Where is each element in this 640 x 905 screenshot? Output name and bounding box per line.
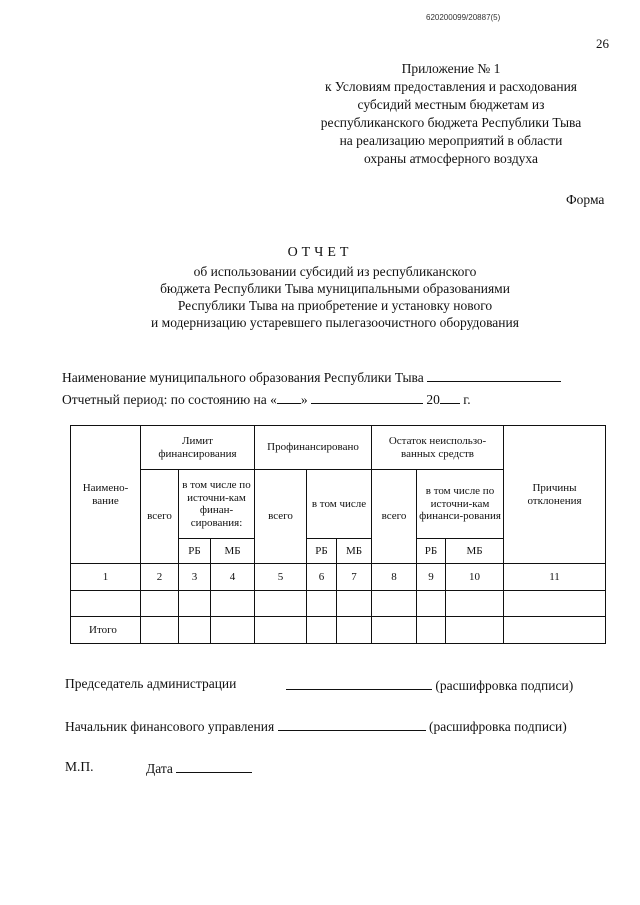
- page-number: 26: [596, 36, 609, 51]
- table-cell[interactable]: [255, 591, 307, 617]
- subtitle-line: и модернизацию устаревшего пылегазоочистного оборудования: [151, 315, 519, 330]
- form-label: Форма: [566, 192, 605, 207]
- finance-head-label: Начальник финансового управления: [65, 719, 275, 734]
- table-cell[interactable]: [446, 617, 504, 644]
- table-cell[interactable]: [211, 617, 255, 644]
- table-cell[interactable]: [211, 591, 255, 617]
- subtitle-line: бюджета Республики Тыва муниципальными образованиями: [160, 281, 510, 296]
- column-number-row: [71, 564, 606, 591]
- period-year-prefix: 20: [426, 392, 440, 407]
- stamp-date-line: [65, 759, 94, 775]
- period-quote-close: »: [300, 392, 308, 407]
- document-id: 620200099/20887(5): [426, 13, 501, 22]
- table-cell[interactable]: [417, 591, 446, 617]
- column-number: 11: [504, 564, 606, 591]
- date-label: Дата: [146, 761, 173, 776]
- date-blank[interactable]: [176, 759, 252, 773]
- appendix-line: на реализацию мероприятий в области: [339, 133, 563, 148]
- period-field: [62, 390, 471, 408]
- column-number: 3: [179, 564, 211, 591]
- municipality-field: [62, 368, 561, 386]
- table-row: [71, 591, 606, 617]
- column-number: 10: [446, 564, 504, 591]
- limit-including-header: в том числе по источни-кам финан-сирования:: [179, 470, 255, 539]
- table-cell[interactable]: [71, 591, 141, 617]
- table-cell[interactable]: [446, 591, 504, 617]
- appendix-line: охраны атмосферного воздуха: [364, 151, 538, 166]
- column-number: 7: [337, 564, 372, 591]
- table-cell[interactable]: [337, 591, 372, 617]
- appendix-line: республиканского бюджета Республики Тыва: [320, 115, 582, 130]
- report-table: [70, 425, 606, 644]
- table-cell[interactable]: [307, 591, 337, 617]
- column-number: 2: [141, 564, 179, 591]
- column-number: 8: [372, 564, 417, 591]
- chairman-decode: (расшифровка подписи): [435, 678, 574, 693]
- column-number: 5: [255, 564, 307, 591]
- remainder-mb-header: МБ: [446, 539, 504, 564]
- total-row-label: Итого: [71, 617, 141, 644]
- financed-mb-header: МБ: [337, 539, 372, 564]
- column-number: 4: [211, 564, 255, 591]
- table-cell[interactable]: [179, 617, 211, 644]
- subtitle-line: об использовании субсидий из республиканского: [193, 264, 477, 279]
- table-cell[interactable]: [141, 591, 179, 617]
- table-cell[interactable]: [504, 617, 606, 644]
- financed-including-header: в том числе: [307, 470, 372, 539]
- finance-head-decode: (расшифровка подписи): [428, 719, 567, 734]
- limit-header: Лимит финансирования: [141, 426, 255, 470]
- limit-mb-header: МБ: [211, 539, 255, 564]
- table-cell[interactable]: [337, 617, 372, 644]
- stamp-label: М.П.: [65, 759, 94, 774]
- remainder-total-header: всего: [372, 470, 417, 564]
- table-cell[interactable]: [372, 617, 417, 644]
- table-cell[interactable]: [141, 617, 179, 644]
- appendix-block: [286, 60, 616, 168]
- period-year-blank[interactable]: [440, 390, 460, 404]
- chairman-signature-blank[interactable]: [286, 676, 432, 690]
- appendix-line: субсидий местным бюджетам из: [357, 97, 545, 112]
- chairman-label: Председатель администрации: [65, 676, 237, 691]
- report-title: ОТЧЕТ: [287, 245, 353, 260]
- municipality-blank[interactable]: [427, 368, 561, 382]
- financed-header: Профинансировано: [255, 426, 372, 470]
- financed-rb-header: РБ: [307, 539, 337, 564]
- table-cell[interactable]: [307, 617, 337, 644]
- total-row: [71, 617, 606, 644]
- subtitle-line: Республики Тыва на приобретение и установку нового: [177, 298, 493, 313]
- remainder-rb-header: РБ: [417, 539, 446, 564]
- period-day-blank[interactable]: [277, 390, 301, 404]
- appendix-line: к Условиям предоставления и расходования: [324, 79, 578, 94]
- remainder-including-header: в том числе по источни-кам финанси-рования: [417, 470, 504, 539]
- table-cell[interactable]: [372, 591, 417, 617]
- period-label: Отчетный период: по состоянию на «: [62, 392, 277, 407]
- finance-head-signature-line: [65, 717, 567, 735]
- column-number: 6: [307, 564, 337, 591]
- report-subtitle: [60, 263, 610, 331]
- period-year-suffix: г.: [463, 392, 471, 407]
- municipality-label: Наименование муниципального образования Республики Тыва: [62, 370, 424, 385]
- remainder-header: Остаток неиспользо-ванных средств: [372, 426, 504, 470]
- table-cell[interactable]: [255, 617, 307, 644]
- table-cell[interactable]: [179, 591, 211, 617]
- limit-rb-header: РБ: [179, 539, 211, 564]
- financed-total-header: всего: [255, 470, 307, 564]
- chairman-signature-line: [65, 676, 236, 692]
- limit-total-header: всего: [141, 470, 179, 564]
- column-number: 9: [417, 564, 446, 591]
- table-cell[interactable]: [417, 617, 446, 644]
- chairman-signature: [286, 676, 573, 694]
- finance-head-signature-blank[interactable]: [278, 717, 426, 731]
- reasons-header: Причины отклонения: [504, 426, 606, 564]
- col-name-header: Наимено-вание: [71, 426, 141, 564]
- period-month-blank[interactable]: [311, 390, 423, 404]
- date-field: [146, 759, 252, 777]
- table-cell[interactable]: [504, 591, 606, 617]
- column-number: 1: [71, 564, 141, 591]
- appendix-line: Приложение № 1: [401, 61, 501, 76]
